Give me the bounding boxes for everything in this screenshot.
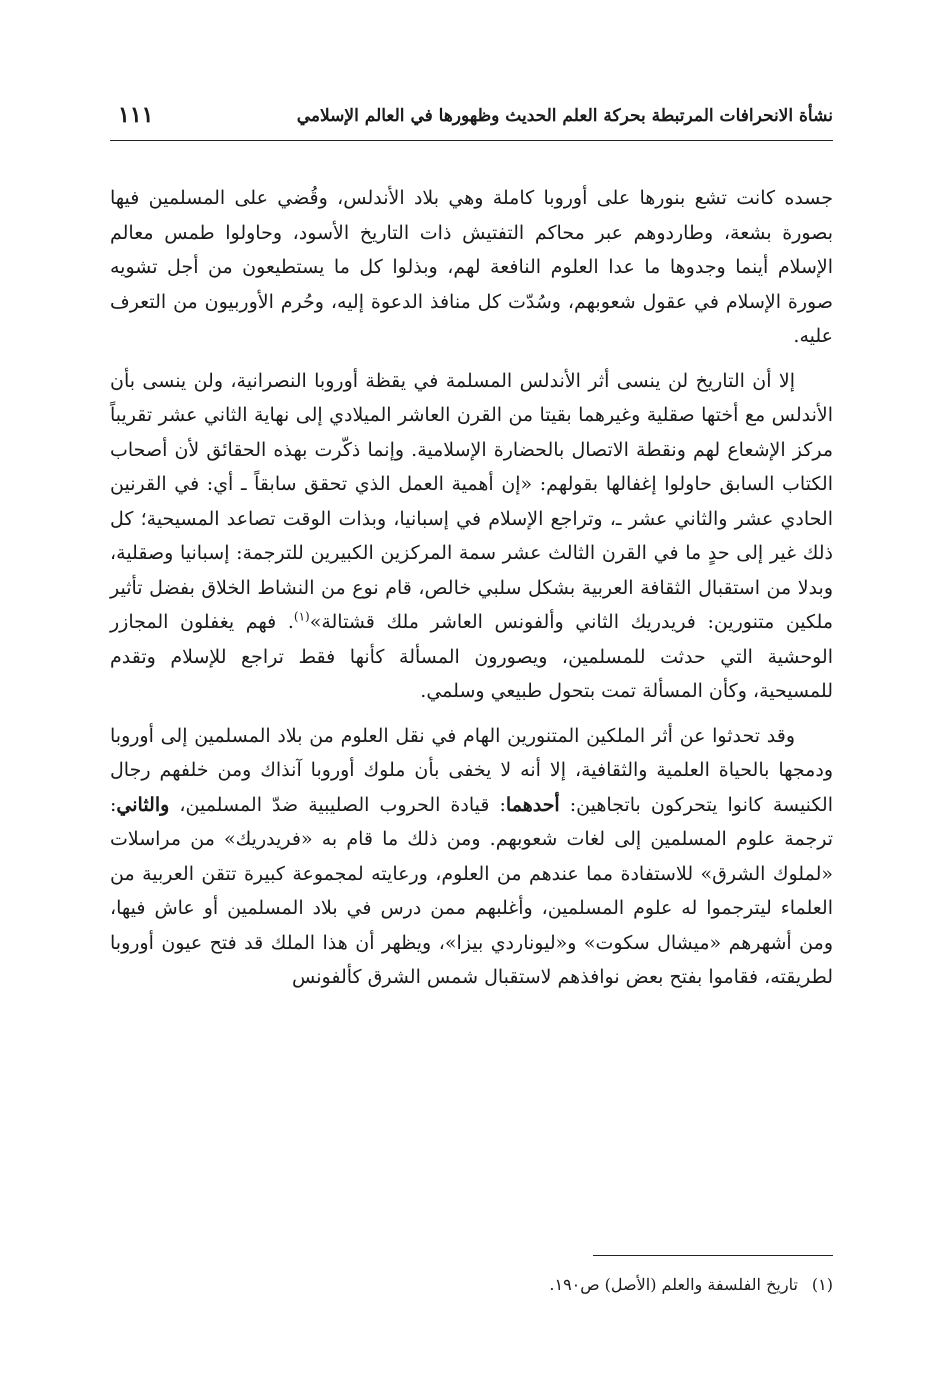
footnote-text: تاريخ الفلسفة والعلم (الأصل) ص١٩٠.: [549, 1275, 798, 1294]
paragraph-3-bold-first: أحدهما: [505, 793, 560, 816]
footnote: [549, 1275, 833, 1294]
book-page: [110, 100, 834, 1294]
footnote-divider: [593, 1255, 833, 1256]
paragraph-3-text-part3: : ترجمة علوم المسلمين إلى لغات شعوبهم. ومن ذلك ما قام به «فريدريك» من مراسلات «لملوك الشرق» للاستفادة مما عندهم من العلوم، ورعايته لمجموعة كبيرة تتقن العربية من العلماء ليترجموا له علوم المسلمين، وأغلبهم ممن درس في بلاد المسلمين أو عاش فيها، ومن أشهرهم «ميشال سكوت» و«ليوناردي بيزا»، ويظهر أن هذا الملك قد فتح عيون أوروبا لطريقته، فقاموا بفتح بعض نوافذهم لاستقبال شمس الشرق كألفونس: [110, 793, 833, 988]
footnote-number: (١): [811, 1275, 833, 1294]
paragraph-3: [110, 719, 833, 995]
paragraph-2-text-after-ref: . فهم يغفلون المجازر الوحشية التي حدثت للمسلمين، ويصورون المسألة كأنها فقط تراجع للإسلام وتقدم للمسيحية، وكأن المسألة تمت بتحول طبيعي وسلمي.: [110, 611, 833, 702]
paragraph-1-text: جسده كانت تشع بنورها على أوروبا كاملة وهي بلاد الأندلس، وقُضي على المسلمين فيها بصورة بشعة، وطاردوهم عبر محاكم التفتيش ذات التاريخ الأسود، وحاولوا طمس معالم الإسلام أينما وجدوها ما عدا العلوم النافعة لهم، وبذلوا كل ما يستطيعون من أجل تشويه صورة الإسلام في عقول شعوبهم، وسُدّت كل منافذ الدعوة إليه، وحُرم الأوربيون من التعرف عليه.: [110, 187, 833, 347]
paragraph-3-bold-second: والثاني: [116, 793, 170, 816]
body-text: [110, 181, 833, 995]
running-title: نشأة الانحرافات المرتبطة بحركة العلم الحديث وظهورها في العالم الإسلامي: [296, 106, 833, 126]
page-number: ١١١: [118, 102, 154, 128]
paragraph-1: [110, 181, 833, 354]
paragraph-3-text-part2: : قيادة الحروب الصليبية ضدّ المسلمين،: [169, 793, 506, 816]
paragraph-2: [110, 364, 833, 709]
paragraph-3-text-part1: وقد تحدثوا عن أثر الملكين المتنورين الهام في نقل العلوم من بلاد المسلمين إلى أوروبا ودمجها بالحياة العلمية والثقافية، إلا أنه لا يخفى بأن ملوك أوروبا آنذاك ومن خلفهم رجال الكنيسة كانوا يتحركون باتجاهين:: [110, 724, 833, 816]
paragraph-2-text-before-ref: إلا أن التاريخ لن ينسى أثر الأندلس المسلمة في يقظة أوروبا النصرانية، ولن ينسى بأن الأندلس مع أختها صقلية وغيرهما بقيتا من القرن العاشر الميلادي إلى نهاية الثاني عشر تقريباً مركز الإشعاع لهم ونقطة الاتصال بالحضارة الإسلامية. وإنما ذكّرت بهذه الحقائق لأن أصحاب الكتاب السابق حاولوا إغفالها بقولهم: «إن أهمية العمل الذي تحقق سابقاً ـ أي: في القرنين الحادي عشر والثاني عشر ـ، وتراجع الإسلام في إسبانيا، وبذات الوقت تصاعد المسيحية؛ كل ذلك غير إلى حدٍ ما في القرن الثالث عشر سمة المركزين الكبيرين للترجمة: إسبانيا وصقلية، وبدلا من استقبال الثقافة العربية بشكل سلبي خالص، قام نوع من النشاط الخلاق بفضل تأثير ملكين متنورين: فريدريك الثاني وألفونس العاشر ملك قشتالة»: [110, 369, 834, 633]
running-header: [110, 100, 833, 141]
footnote-reference[interactable]: (١): [293, 609, 310, 624]
